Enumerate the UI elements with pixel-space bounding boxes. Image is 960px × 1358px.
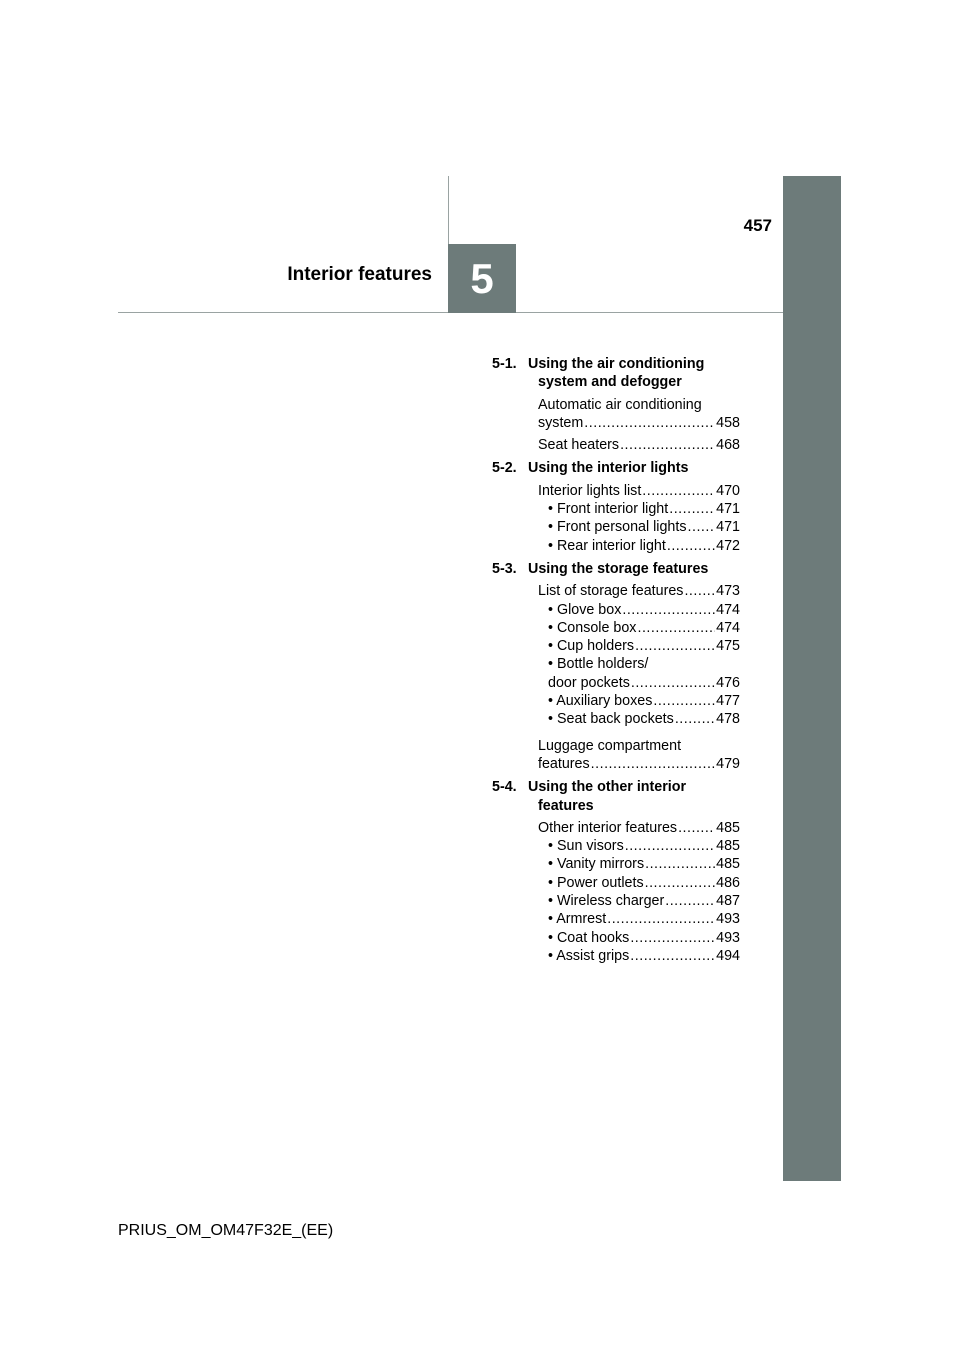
subentry-page: 471 (716, 501, 740, 518)
entry-title: system (538, 414, 584, 431)
toc-subentry[interactable] (538, 655, 740, 692)
section-title: Using the storage features (528, 560, 709, 577)
subentry-page: 493 (716, 929, 740, 946)
entry-title: List of storage features (538, 583, 684, 600)
leader-dots (625, 837, 715, 855)
entry-title: Other interior features (538, 819, 678, 836)
entry-title-line1: Automatic air conditioning (538, 396, 702, 413)
entry-page: 468 (716, 437, 740, 454)
subentry-title: • Glove box (548, 601, 622, 618)
toc-subentry[interactable] (538, 874, 740, 892)
leader-dots (630, 929, 715, 947)
toc-subentry[interactable] (538, 710, 740, 728)
subentry-page: 471 (716, 519, 740, 536)
entry-page: 470 (716, 482, 740, 499)
entry-page: 458 (716, 414, 740, 431)
toc-subentry[interactable] (538, 619, 740, 637)
subentry-page: 477 (716, 693, 740, 710)
chapter-title: Interior features (287, 264, 432, 285)
page-number: 457 (743, 216, 772, 235)
toc-subentry[interactable] (538, 947, 740, 965)
subentry-title: • Assist grips (548, 947, 630, 964)
toc-subentry[interactable] (538, 837, 740, 855)
section-number: 5-1. (492, 356, 517, 372)
subentry-title: door pockets (548, 674, 630, 691)
leader-dots (637, 619, 715, 637)
toc-subentry[interactable] (538, 692, 740, 710)
subentry-title: • Seat back pockets (548, 711, 674, 728)
leader-dots (642, 482, 715, 500)
toc-entry[interactable] (528, 582, 740, 600)
section-number: 5-3. (492, 560, 517, 577)
leader-dots (584, 414, 715, 432)
leader-dots (635, 637, 715, 655)
leader-dots (630, 947, 715, 965)
subentry-title: • Wireless charger (548, 893, 665, 910)
entry-title: Interior lights list (538, 482, 642, 499)
toc-subentry[interactable] (538, 601, 740, 619)
chapter-side-tab (783, 176, 841, 1181)
leader-dots (645, 874, 716, 892)
toc-section-5-2[interactable] (492, 459, 740, 477)
subentry-title: • Vanity mirrors (548, 856, 645, 873)
subentry-title: • Auxiliary boxes (548, 693, 653, 710)
leader-dots (675, 710, 715, 728)
leader-dots (620, 436, 715, 454)
subentry-title-line1: • Bottle holders/ (548, 656, 649, 673)
leader-dots (688, 518, 716, 536)
subentry-page: 493 (716, 911, 740, 928)
entry-title-line1: Luggage compartment (538, 737, 682, 754)
document-code: PRIUS_OM_OM47F32E_(EE) (118, 1222, 334, 1239)
table-of-contents (492, 355, 740, 965)
leader-dots (653, 692, 715, 710)
toc-subentry[interactable] (538, 518, 740, 536)
subentry-title: • Coat hooks (548, 929, 630, 946)
subentry-title: • Cup holders (548, 638, 635, 655)
leader-dots (667, 537, 715, 555)
leader-dots (669, 500, 715, 518)
toc-subentry[interactable] (538, 855, 740, 873)
chapter-number-box (448, 244, 516, 313)
subentry-page: 472 (716, 537, 740, 554)
subentry-page: 478 (716, 711, 740, 728)
section-number: 5-4. (492, 779, 517, 796)
leader-dots (607, 910, 715, 928)
entry-title: features (538, 755, 590, 772)
leader-dots (622, 601, 715, 619)
toc-subentry[interactable] (538, 637, 740, 655)
entry-page: 473 (716, 583, 740, 600)
subentry-page: 485 (716, 838, 740, 855)
toc-section-5-1[interactable] (492, 355, 740, 392)
subentry-page: 475 (716, 638, 740, 655)
section-title: Using the other interior features (528, 779, 687, 814)
toc-subentry[interactable] (538, 929, 740, 947)
leader-dots (645, 855, 715, 873)
subentry-title: • Front personal lights (548, 519, 687, 536)
toc-entry[interactable] (528, 737, 740, 774)
toc-subentry[interactable] (538, 500, 740, 518)
toc-entry[interactable] (528, 482, 740, 500)
section-title: Using the interior lights (528, 460, 689, 477)
subentry-title: • Power outlets (548, 874, 644, 891)
section-title: Using the air conditioning system and defogger (528, 356, 705, 391)
toc-subentry[interactable] (538, 892, 740, 910)
section-number: 5-2. (492, 460, 517, 477)
entry-page: 485 (716, 819, 740, 836)
leader-dots (684, 582, 715, 600)
subentry-page: 474 (716, 619, 740, 636)
subentry-page: 486 (716, 874, 740, 891)
leader-dots (591, 755, 715, 773)
subentry-title: • Console box (548, 619, 637, 636)
subentry-page: 487 (716, 893, 740, 910)
toc-section-5-4[interactable] (492, 778, 740, 815)
subentry-title: • Armrest (548, 911, 607, 928)
entry-title: Seat heaters (538, 437, 620, 454)
subentry-page: 485 (716, 856, 740, 873)
leader-dots (665, 892, 715, 910)
header-vertical-rule (448, 176, 449, 244)
toc-subentry[interactable] (538, 537, 740, 555)
leader-dots (678, 819, 715, 837)
toc-entry[interactable] (528, 396, 740, 433)
toc-entry[interactable] (528, 436, 740, 454)
subentry-page: 494 (716, 947, 740, 964)
chapter-number: 5 (470, 254, 494, 302)
subentry-title: • Front interior light (548, 501, 669, 518)
entry-page: 479 (716, 755, 740, 772)
subentry-title: • Sun visors (548, 838, 624, 855)
toc-subentry[interactable] (538, 910, 740, 928)
subentry-page: 476 (716, 674, 740, 691)
subentry-page: 474 (716, 601, 740, 618)
toc-entry[interactable] (528, 819, 740, 837)
subentry-title: • Rear interior light (548, 537, 666, 554)
toc-section-5-3[interactable] (492, 560, 740, 578)
leader-dots (631, 674, 715, 692)
